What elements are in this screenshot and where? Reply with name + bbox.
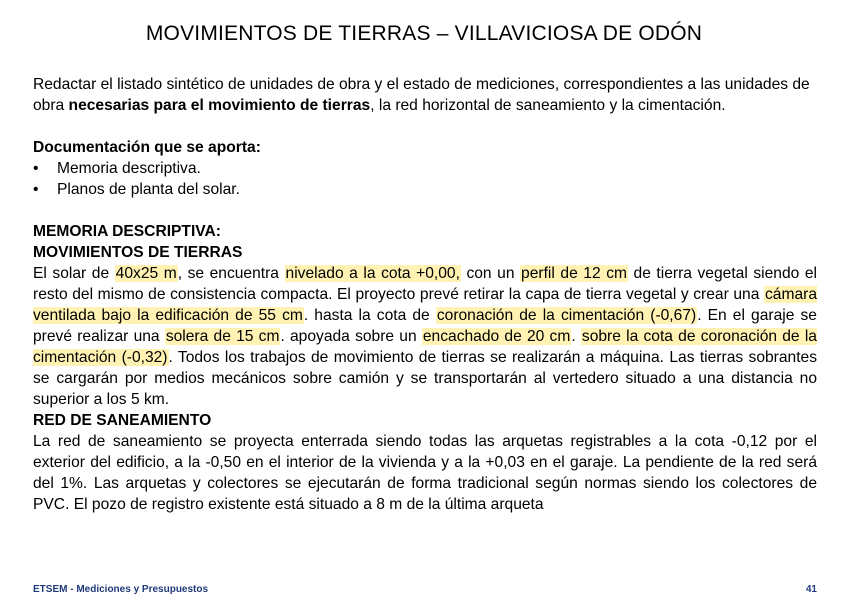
movimientos-heading: MOVIMIENTOS DE TIERRAS — [33, 244, 243, 261]
highlight-perfil: perfil de 12 cm — [521, 265, 627, 282]
list-item — [33, 179, 817, 200]
intro-paragraph — [33, 74, 817, 116]
list-item-text: Planos de planta del solar. — [57, 181, 240, 198]
highlight-cota-garaje: sobre la cota de coronación de la cimentación (-0,32) — [33, 328, 817, 366]
bullet-icon: • — [33, 160, 39, 177]
text-run: , se encuentra — [177, 265, 285, 282]
bullet-icon: • — [33, 181, 39, 198]
text-run: . hasta la cota de — [303, 307, 436, 324]
list-item-text: Memoria descriptiva. — [57, 160, 201, 177]
slide-content — [33, 74, 817, 515]
text-run: . — [571, 328, 581, 345]
footer-course: ETSEM - Mediciones y Presupuestos — [33, 584, 209, 595]
text-run: con un — [460, 265, 521, 282]
saneamiento-paragraph: La red de saneamiento se proyecta enterrada siendo todas las arquetas registrables a la cota -0,12 por el exterior del edificio, a la -0,50 en el interior de la vivienda y a la +0,03 en el garaje. La pendiente de la red será del 1%. Las arquetas y colectores se ejecutarán de forma tradicional según normas siendo los colectores de PVC. El pozo de registro existente está situado a 8 m de la última arqueta — [33, 433, 817, 513]
page-number: 41 — [805, 584, 817, 595]
intro-text-2: , la red horizontal de saneamiento y la cimentación. — [370, 97, 726, 114]
footer — [33, 584, 817, 595]
highlight-coronacion: coronación de la cimentación (-0,67) — [436, 307, 697, 324]
highlight-solar-size: 40x25 m — [115, 265, 177, 282]
highlight-cota: nivelado a la cota +0,00, — [285, 265, 460, 282]
memoria-heading: MEMORIA DESCRIPTIVA: — [33, 223, 221, 240]
highlight-solera: solera de 15 cm — [165, 328, 280, 345]
text-run: de tierra vegetal siendo el resto del mismo de consistencia compacta. El proyecto prevé retirar la capa de tierra vegetal y crear una — [33, 265, 817, 303]
text-run: . apoyada sobre un — [280, 328, 422, 345]
text-run: . En el garaje se prevé realizar una — [33, 307, 817, 345]
saneamiento-heading: RED DE SANEAMIENTO — [33, 412, 212, 429]
intro-bold: necesarias para el movimiento de tierras — [68, 97, 371, 114]
intro-text-1: Redactar el listado sintético de unidades de obra y el estado de mediciones, correspondientes a las unidades de obra — [33, 76, 810, 114]
highlight-camara: cámara ventilada bajo la edificación de 55 cm — [33, 286, 817, 324]
movimientos-paragraph — [33, 263, 817, 410]
text-run: El solar de — [33, 265, 115, 282]
page-title: MOVIMIENTOS DE TIERRAS – VILLAVICIOSA DE ODÓN — [145, 22, 703, 45]
documentation-heading: Documentación que se aporta: — [33, 139, 261, 156]
list-item — [33, 158, 817, 179]
highlight-encachado: encachado de 20 cm — [422, 328, 571, 345]
text-run: . Todos los trabajos de movimiento de tierras se realizarán a máquina. Las tierras sobrantes se cargarán por medios mecánicos sobre camión y se transportarán al vertedero situado a una distancia no superior a los 5 km. — [33, 349, 818, 408]
documentation-list — [33, 158, 817, 200]
